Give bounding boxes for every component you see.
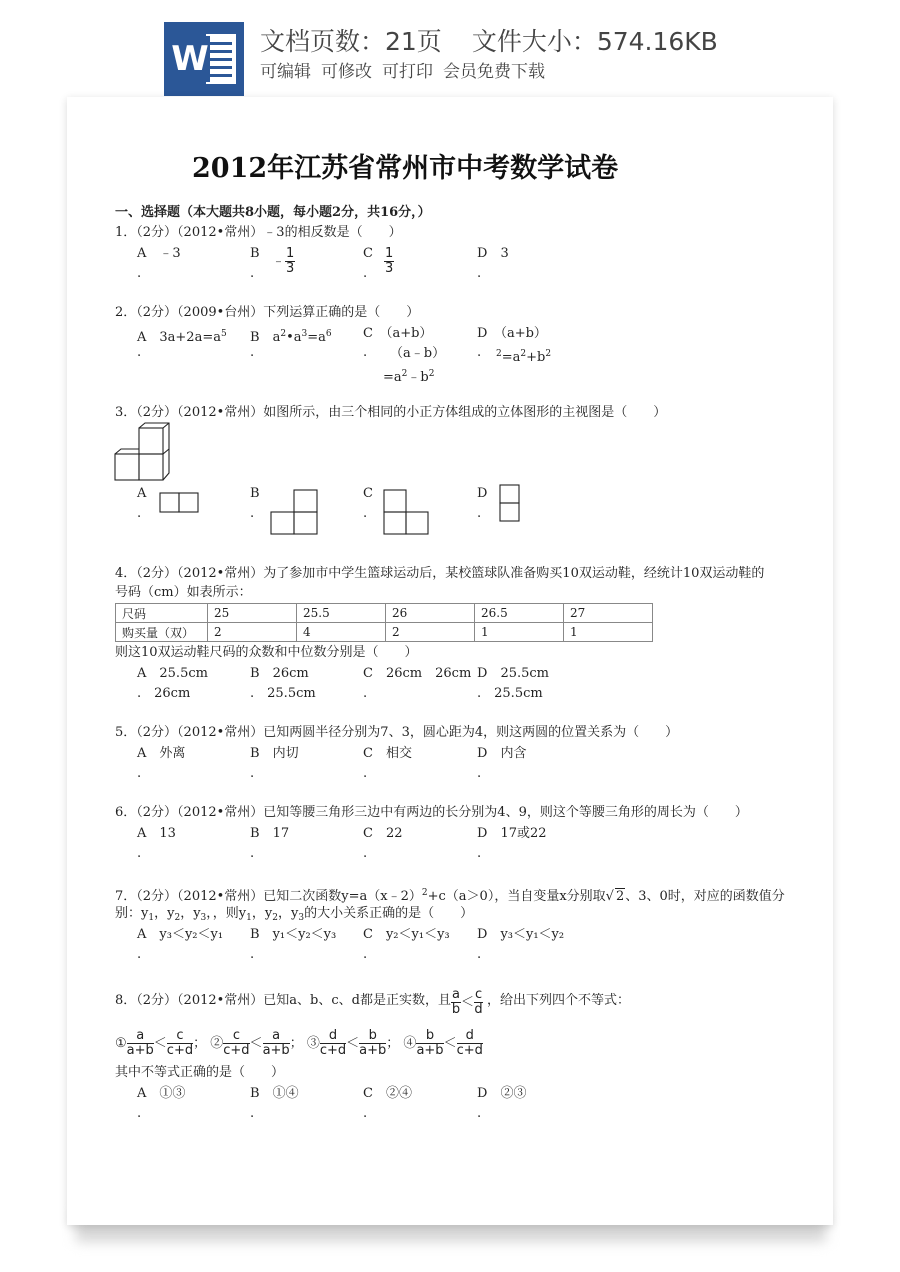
q3-stem: 3．（2分）（2012•常州）如图所示，由三个相同的小正方体组成的立体图形的主视图是（ ） [115,405,667,420]
table-cell: 27 [564,604,653,623]
q5-dot-a: . [137,766,142,781]
q3-dot-c: . [363,506,368,521]
q7-option-c: C y₂＜y₁＜y₃ [363,927,450,942]
q3-dot-d: . [477,506,482,521]
table-row [116,604,653,623]
table-row [116,623,653,642]
q8-dot-d: . [477,1106,482,1121]
q1-option-b: B [250,246,260,261]
q4-option-a: A 25.5cm [137,666,208,681]
q2-option-d-line2: $^2=a^2+b^2$ [496,349,552,365]
q7-option-a: A y₃＜y₂＜y₁ [137,927,224,942]
q5-dot-c: . [363,766,368,781]
q1-option-c: C [363,246,373,261]
exam-title: 2012年江苏省常州市中考数学试卷 [192,153,619,184]
q6-dot-c: . [363,846,368,861]
q1-stem: 1．（2分）（2012•常州）﹣3的相反数是（ ） [115,225,402,240]
shoe-size-table [115,603,653,642]
q6-option-d: D 17或22 [477,826,547,841]
q1-dot-b: . [250,266,255,281]
q6-option-c: C 22 [363,826,403,841]
q2-option-a: A $3a+2a=a^5$ [137,329,227,345]
q8-question: 其中不等式正确的是（ ） [115,1065,285,1080]
q6-dot-d: . [477,846,482,861]
feature-list [260,57,545,82]
q2-dot-a: . [137,345,142,360]
q3-dot-a: . [137,506,142,521]
q1-option-a: A ﹣3 [137,246,181,261]
q8-dot-c: . [363,1106,368,1121]
q4-dot-c: . [363,686,368,701]
table-cell: 1 [475,623,564,642]
q8-dot-a: . [137,1106,142,1121]
q8-option-b: B ①④ [250,1086,299,1101]
q5-option-b: B 内切 [250,746,299,761]
q1-dot-c: . [363,266,368,281]
q2-option-c: C （a+b） [363,326,433,341]
table-cell: 尺码 [116,604,208,623]
q1-dot-d: . [477,266,482,281]
q7-dot-b: . [250,947,255,962]
table-cell: 1 [564,623,653,642]
feature-printable: 可打印 [382,62,433,82]
file-info [260,22,718,58]
q1-option-c-value: $\frac{1}{3}$ [385,246,394,276]
q1-option-d: D 3 [477,246,509,261]
q6-dot-a: . [137,846,142,861]
q3-figure-a [160,493,200,515]
q7-stem-line2: 别：$y_1$，$y_2$，$y_3$，，则$y_1$，$y_2$，$y_3$的大小关系正确的是（ ） [115,906,474,923]
page-count: 文档页数：21页 [260,27,442,56]
q3-cube-figure [115,423,175,483]
q3-dot-b: . [250,506,255,521]
table-cell: 2 [208,623,297,642]
q5-option-c: C 相交 [363,746,412,761]
q4-stem: 4．（2分）（2012•常州）为了参加市中学生篮球运动后，某校篮球队准备购买10双运动鞋，经统计10双运动鞋的 [115,566,765,581]
q7-dot-a: . [137,947,142,962]
q2-option-d: D （a+b） [477,326,547,341]
q8-inequalities: ① $\frac{a}{a+b}$ ＜ $\frac{c}{c+d}$ ； ② $\frac{c}{c+d}$ ＜ $\frac{a}{a+b}$ ； ③ $\frac{d}{c+d}$ ＜ $\frac{b}{a+b}$ ； ④ $\frac{b}{a+b}$ ＜ $\frac{d}{c+d}$ [115,1028,483,1058]
feature-free-download: 会员免费下载 [443,62,545,82]
q6-stem: 6．（2分）（2012•常州）已知等腰三角形三边中有两边的长分别为4、9，则这个等腰三角形的周长为（ ） [115,805,748,820]
q2-dot-c: . [363,345,368,360]
q2-dot-b: . [250,345,255,360]
q1-option-b-value: ﹣ $\frac{1}{3}$ [272,246,295,276]
feature-editable: 可编辑 [260,62,311,82]
q4-option-a-line2: . 26cm [137,686,191,701]
q8-option-c: C ②④ [363,1086,412,1101]
word-letter: W [170,36,210,82]
q3-option-a: A [137,486,147,501]
q8-stem: 8．（2分）（2012•常州）已知a、b、c、d都是正实数，且 [115,993,451,1008]
q2-stem: 2．（2分）（2009•台州）下列运算正确的是（ ） [115,305,420,320]
q4-option-b: B 26cm [250,666,309,681]
q8-option-a: A ①③ [137,1086,186,1101]
word-file-icon [164,22,244,96]
q7-option-d: D y₃＜y₁＜y₂ [477,927,565,942]
q4-stem-line2: 号码（cm）如表所示： [115,585,252,600]
q4-option-d-line2: . 25.5cm [477,686,543,701]
q3-option-b: B [250,486,260,501]
q7-dot-c: . [363,947,368,962]
q3-figure-d [500,485,524,525]
q4-option-c: C 26cm 26cm [363,666,472,681]
q5-stem: 5．（2分）（2012•常州）已知两圆半径分别为7、3，圆心距为4，则这两圆的位置关系为（ ） [115,725,679,740]
q2-option-c-line3: $=a^2﹣b^2$ [383,369,435,385]
q8-stem-end: ，给出下列四个不等式： [487,993,631,1008]
q8-option-d: D ②③ [477,1086,527,1101]
table-cell: 26 [386,604,475,623]
q7-stem: 7．（2分）（2012•常州）已知二次函数y=a（x﹣2）$^2$+c（a＞0），当自变量x分别取√ 2、3、0时，对应的函数值分 [115,888,785,904]
q8-dot-b: . [250,1106,255,1121]
q4-option-d: D 25.5cm [477,666,549,681]
q5-dot-b: . [250,766,255,781]
q4-question: 则这10双运动鞋尺码的众数和中位数分别是（ ） [115,645,418,660]
q4-option-b-line2: . 25.5cm [250,686,316,701]
q7-option-b: B y₁＜y₂＜y₃ [250,927,337,942]
q6-option-b: B 17 [250,826,290,841]
q2-option-b: B $a^2•a^3=a^6$ [250,329,332,345]
q5-dot-d: . [477,766,482,781]
q5-option-a: A 外离 [137,746,186,761]
q5-option-d: D 内含 [477,746,527,761]
q7-dot-d: . [477,947,482,962]
section-heading: 一、选择题（本大题共8小题，每小题2分，共16分，） [115,205,431,220]
q3-option-d: D [477,486,488,501]
q3-figure-b [271,490,319,538]
table-cell: 25.5 [297,604,386,623]
table-cell: 26.5 [475,604,564,623]
q8-given-inequality: $\frac{a}{b}$ ＜ $\frac{c}{d}$ [451,987,483,1017]
q1-dot-a: . [137,266,142,281]
feature-modifiable: 可修改 [321,62,372,82]
table-cell: 25 [208,604,297,623]
q2-option-c-line2: （a﹣b） [390,346,446,361]
table-cell: 购买量（双） [116,623,208,642]
q3-figure-c [384,490,432,538]
file-size: 文件大小：574.16KB [471,27,718,56]
q2-dot-d: . [477,345,482,360]
table-cell: 4 [297,623,386,642]
table-cell: 2 [386,623,475,642]
q6-option-a: A 13 [137,826,176,841]
q3-option-c: C [363,486,373,501]
q6-dot-b: . [250,846,255,861]
